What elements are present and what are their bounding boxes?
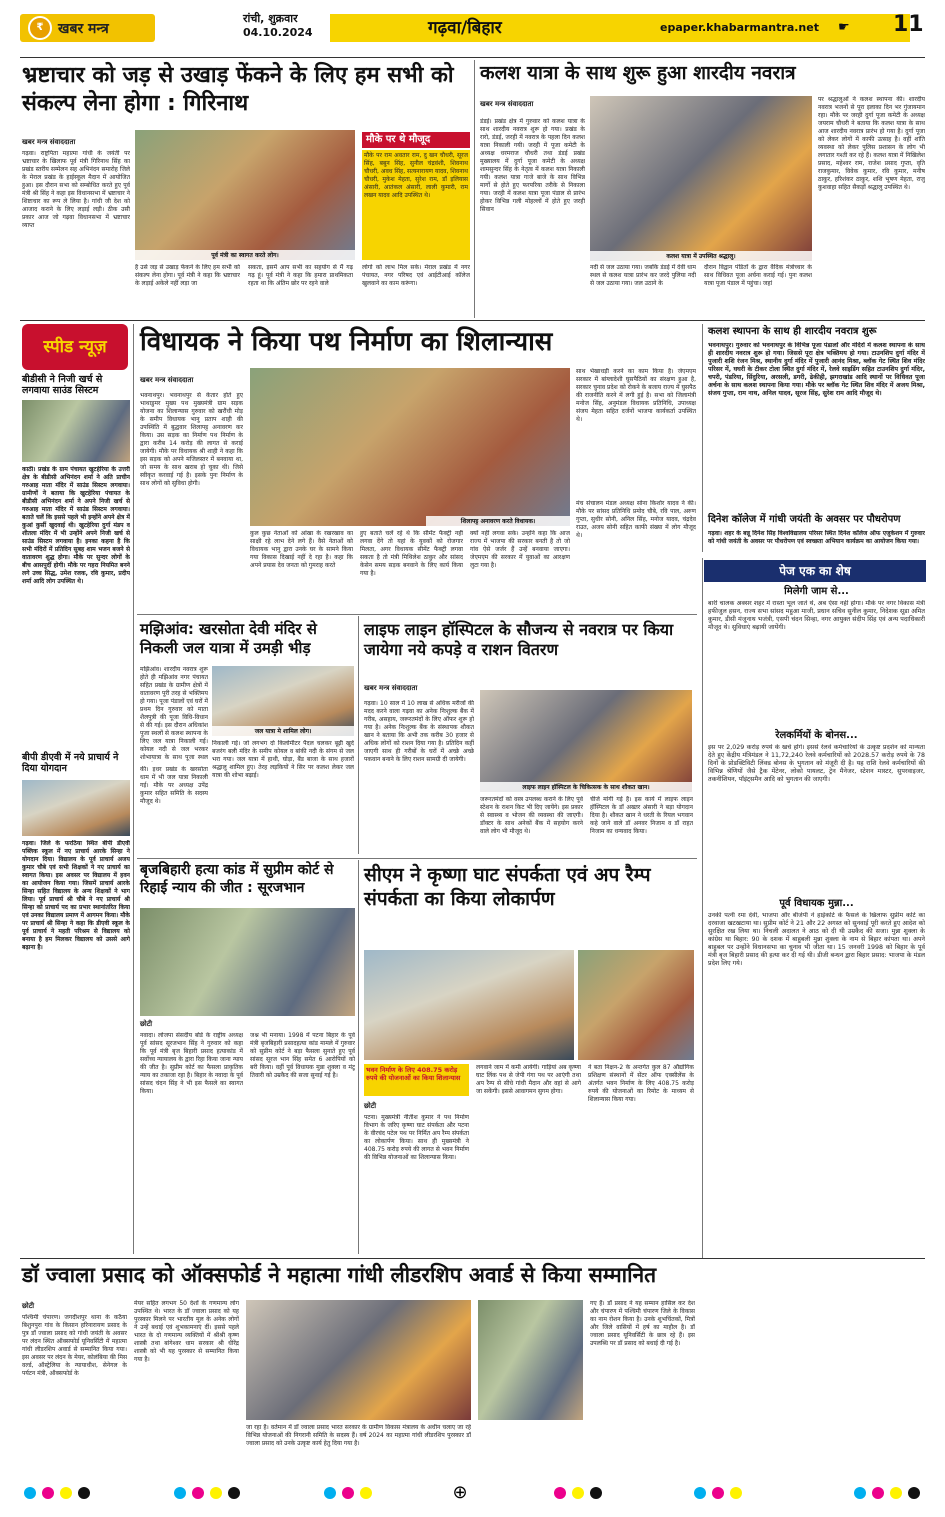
speed-news-logo: स्पीड न्यूज़ [22, 324, 128, 370]
story3-photo [250, 368, 570, 526]
divider [358, 860, 359, 1254]
present-box-title: मौके पर थे मौजूद [362, 132, 470, 148]
story4-headline: कलश स्थापना के साथ ही शारदीय नवरात्र शुरू [708, 326, 877, 337]
story7-body2: जश्न भी मनाया। 1998 में पटना बिहार के पूर्व मंत्री बृजबिहारी प्रसादहत्या कांड मामले में गुरुवार को सुप्रीम कोर्ट ने बड़ा फैसला सुनाते हुए पूर्व सांसद सूरज भान सिंह समेत 6 आरोपियों को बरी किया। वहीं पूर्व विधायक मुन्ना शुक्ला व मंटू तिवारी को उम्रकैद की सजा सुनाई गई है। [250, 1032, 355, 1079]
story6-body1: गढ़वा। 10 साल में 10 लाख से अधिक मरीजों की मदद करने वाला गढ़वा का अनेक निःशुल्क बैंक में गरीब, असहाय, जरूरतमंदों के लिए ऑफर शुरू हो गया है। अनेक निःशुल्क बैंक के संस्थापक शौकत खान ने बताया कि अभी तक करीब 30 हजार से अधिक लोगों को राशन दिया गया है। प्रतिदिन कहीं जाएगी साथ ही गरीबों के घरों में अच्छे अच्छे पकवान बनाने के लिए राशन सामग्री दी जायेगी। [364, 700, 474, 763]
divider [133, 324, 134, 1254]
story3-body4: क्यों नहीं लगवा सके। उन्होंने कहा कि आज राज्य में भाजपा की सरकार बनती है तो जो गांव ऐसे जर्जर हैं उन्हें बनवाया जाएगा। जेएमएम की सरकार में युवाओं का आरक्षण लुटा गया है। [470, 530, 570, 569]
story4b-headline: दिनेश कॉलेज में गांधी जयंती के अवसर पर पौधरोपण [708, 514, 901, 525]
cont-t2: इस पर 2,029 करोड़ रुपये के खर्च होंगे। इससे रेलवे कर्मचारियों के उत्कृष्ट प्रदर्शन को मान्यता देते हुए केंद्रीय मंत्रिमंडल ने 11,72,240 रेलवे कर्मचारियों को 2028.57 करोड़ रुपये के 78 दिनों के प्रोडक्टिविटी लिंक्ड बोनस के भुगतान को मंजूरी दी है। यह राशि रेलवे कर्मचारियों की विभिन्न श्रेणियों जैसे ट्रैक मेंटेनर, लोको पायलट, ट्रेन मैनेजर, स्टेशन मास्टर, सुपरवाइजर, तकनीशियन, पॉइंट्समैन आदि को भुगतान की जाएगी। [708, 744, 925, 783]
date: 04.10.2024 [243, 26, 313, 39]
story2-headline: कलश यात्रा के साथ शुरू हुआ शारदीय नवरात्र [480, 62, 796, 84]
story3-body6: मंच संचालन मंडल अध्यक्ष सोना किशोर यादव ने की। मौके पर सांसद प्रतिनिधि प्रमोद चौबे, रवि पाल, अरुण गुप्ता, सुधीर सोनी, अनिल सिंह, मनोज यादव, चंद्रदेव राउत, अजय सोनी सहित काफी संख्या में लोग मौजूद थे। [576, 500, 696, 539]
story1-body2: है उसे जड़ से उखाड़ फेंकने के लिए हम सभी को संकल्प लेना होगा। पूर्व मंत्री ने कहा कि भ्रष्टाचार के लड़ाई अकेले नहीं लड़ा जा [135, 264, 240, 287]
story5-photo [212, 666, 354, 736]
story8-byline: छोटी [364, 1102, 377, 1110]
story1-headline: भ्रष्टाचार को जड़ से उखाड़ फेंकने के लिए हम सभी को संकल्प लेना होगा : गिरिनाथ [22, 63, 454, 116]
color-dots-left [24, 1487, 372, 1499]
divider [702, 558, 703, 1258]
cont-t1: बारी चालक अक्सर शहर में रास्ता भूल जाते थे, अब ऐसा नहीं होगा। मौके पर नगर विकास मंत्री हफीजुल हसन, राज्य सभा सांसद महुआ माजी, प्रधान सचिव सुनील कुमार, निदेशक सूडा अमित कुमार, डीसी मंजूनाथ भजंत्री, एसपी चंदन सिन्हा, नगर आयुक्त संदीप सिंह एवं अन्य पदाधिकारी मौजूद थे। सुविधाएं बढ़ायी जायेंगी। [708, 600, 925, 631]
story8-body2: लगवाने जाम में कमी आयेगी। गाड़ियां अब कृष्णा घाट लिंक पथ से जेपी गंगा पथ पर आएंगी तथा अप रैम्प से सीधे गांधी मैदान और वहां से आगे जा सकेंगी। इससे आवागमन सुगम होगा। [476, 1064, 581, 1095]
speed-photo2 [22, 780, 130, 836]
present-box-text: मौके पर राम अवतार राम, दु खन चौधरी, सूरज सिंह, बबुन सिंह, सुनील चंद्रवंशी, शिवनाथ चौधरी, अवध सिंह, सत्यनारायण यादव, शिवनाथ चौधरी, मुकेश मेहता, सुरेश राम, डॉ इलियास अंसारी, आतंकल अंसारी, लाली कुमारी, राम लखन यादव आदि उपस्थित थे। [362, 150, 470, 260]
story2-byline: खबर मन्त्र संवाददाता [480, 100, 534, 108]
story1-body3: सकता, इसमें आप सभी का सहयोग से मैं गढ़ गढ़ हूं। पूर्व मंत्री ने कहा कि हमारा प्राथमिकता रहता था कि अंतिम छोर पर रहने वाले [248, 264, 353, 287]
story3-body2: कुल कुछ नेताओं को आंखा के रखरखाव का साक्षी रहे लाभ देने लगे हैं। वैसे नेताओं को विधायक भानु द्वारा उनके घर के सामने किया गया विकास दिखाई नहीं दे रहा है। कहा कि अपने प्रयास देव जनता को गुमराह करते [250, 530, 353, 569]
speed-t2: गढ़वा। जिले के फरठिया स्थित बीपी डीएवी पब्लिक स्कूल में नए प्राचार्य आरके सिन्हा ने योगदान दिया। विद्यालय के पूर्व प्राचार्य अजय कुमार चौबे एवं सभी शिक्षकों ने नए प्राचार्य का स्वागत किया। इस अवसर पर विद्यालय में हवन का आयोजन किया गया। जिसमें प्राचार्य आरके सिन्हा सहित विद्यालय के अन्य शिक्षकों ने भाग लिया। पूर्व प्राचार्य श्री चौबे ने नए प्राचार्य श्री सिन्हा को प्राचार्य पद का प्रभार स्थानांतरित किया एवं उनका विद्यालय प्रमाण में आगमन किया। मौके पर प्राचार्य श्री सिन्हा ने कहा कि डीएवी स्कूल के पूर्व प्राचार्य ने महती परिश्रम से विद्यालय को बनाया है हम मिलकर विद्यालय को उससे आगे बढ़ाना है। [22, 840, 130, 951]
story7-headline: बृजबिहारी हत्या कांड में सुप्रीम कोर्ट से रिहाई न्याय की जीत : सूरजभान [140, 862, 334, 896]
speed-h1: बीडीसी ने निजी खर्च से लगवाया साउंड सिस्टम [22, 374, 103, 396]
story6-photo [480, 690, 692, 792]
story5-body1: मझिआंव। शारदीय नवरात्र शुरू होते ही मझिआंव नगर पंचायत सहित प्रखंड के ग्रामीण क्षेत्रों में वातावरण पूरी तरह से भक्तिमय हो गया। पूजा पंडालों एवं घरों में प्रथम दिन गुरुवार को माता शैलपुत्री की पूजा विधि-विधान से की गई। इस दौरान अधिकांश पूजा स्थलों से कलश स्थापना के लिए जल यात्रा निकाली गई। कोयल नदी से जल भरकर शोभायात्रा के साथ पूजा स्थल [140, 666, 208, 761]
continuations-title: पेज एक का शेष [704, 560, 926, 582]
story2-photo [590, 96, 812, 261]
divider [20, 57, 925, 58]
story9-body1: पश्चिमी चंपारण। जगदीशपुर थाना के कठैया बिशुनपुरा गांव के किसान हरिनारायण प्रसाद के पुत्र डॉ ज्वाला प्रसाद को गांधी जयंती के अवसर पर लंदन स्थित ऑक्सफोर्ड यूनिवर्सिटी में महात्मा गांधी लीडरशिप अवार्ड से सम्मानित किया गया। इस अवसर पर लंदन के मेयर, कोलंबिया की मिस वर्ल्ड, ऑस्ट्रेलिया के न्यायाधीश, सेनेगल के पर्यटन मंत्री, ऑक्सफोर्ड के [22, 1314, 127, 1377]
speed-photo1 [22, 400, 130, 462]
story2-body1: डंडई। प्रखंड क्षेत्र में गुरुवार को कलश यात्रा के साथ शारदीय नवरात्र शुरू हो गया। प्रखंड के रारो, डंडई, जरही में नवरात्र के पहला दिन कलश यात्रा निकाली गयी। जरही में पूजा कमेटी के अध्यक्ष धरमराज चौधरी तथा डंडई प्रखंड मुख्यालय में दुर्गा पूजा कमेटी के अध्यक्ष शामसुन्दर सिंह के नेतृत्व में कलश यात्रा निकाली गयी। कलश यात्रा गाजे बाजे के साथ विभिन्न मार्गो से होते हुए फरपरिया तरीके से निकाला गया। जरही में कलश यात्रा पूजा पंडाल से प्रारंभ होकर विभिन्न गली मोहल्लों में होते हुए जरही सिवान [480, 118, 585, 213]
logo-text: खबर मन्त्र [58, 20, 109, 37]
divider [20, 320, 925, 321]
divider [20, 1258, 925, 1259]
divider [702, 324, 703, 552]
story5-body3: की। इधर प्रखंड के खरसोता धाम में भी जल यात्रा निकाली गई। मौके पर अध्यक्ष उपेंद्र कुमार सहित समिति के सदस्य मौजूद थे। [140, 766, 208, 805]
story3-body5: साथ भेखाधड़ी करने का काम किया है। जेएमएम सरकार में बांग्लादेशी घुसपैठियों का संरक्षण हुआ है, सरकार चुनाव प्रदेश को रोकने के बजाय राज्य में घुसपैठ की राजनीति करने में लगी हुई है। सभा को जिलामंत्री मनोज सिंह, अनुमंडल विधायक प्रतिनिधि, उपाध्यक्ष संजय मेहता सहित दर्जनों भाजपा कार्यकर्ता उपस्थित थे। [576, 368, 696, 423]
site-url[interactable]: epaper.khabarmantra.net [660, 21, 819, 34]
story6-caption: लाइफ लाइन हॉस्पिटल के चिकित्सक के साथ शौकत खान। [480, 782, 692, 792]
city-day: रांची, शुक्रवार [243, 12, 298, 25]
story9-photo [246, 1300, 471, 1420]
story3-body3: हुए बताते चलें रहे थे कि सीमेंट फैक्ट्री नहीं लगवा देंगे तो यहां के युवकों को रोजगार मिलता, अगर विधायक सीमेंट फैक्ट्री लगवा सकता है तो मंत्री मिथिलेश ठाकुर और सांसद केसेन समय सड़क बनवाने के लिए कार्य किया गया है। [360, 530, 463, 577]
story8-body1: पटना। मुख्यमंत्री नीतीश कुमार ने पथ निर्माण विभाग के जरिए कृष्णा घाट संपर्कता और पटना के वीरचंद पटेल पथ पर निर्मित अप रैम्प संपर्कता का लोकार्पण किया। साथ ही मुख्यमंत्री ने 408.75 करोड़ रुपये की लागत से भवन निर्माण की विभिन्न योजनाओं का शिलान्यास किया। [364, 1114, 469, 1161]
story9-photo2 [478, 1300, 583, 1420]
story8-callout: भवन निर्माण के लिए 408.75 करोड़ रुपये की योजनाओं का किया शिलान्यास [364, 1064, 469, 1096]
divider [137, 614, 697, 615]
speed-h2: बीपी डीएवी में नये प्राचार्य ने दिया योगदान [22, 752, 119, 774]
story9-body4: गए हैं। डॉ प्रसाद ने यह सम्मान हासिल कर देश और चंपारण में पश्चिमी चंपारण जिले के विकास का नाम रोशन किया है। उनके शुभचिंतकों, मित्रों और जिले वासियों में हर्ष का माहौल है। डॉ ज्वाला प्रसाद यूनिवर्सिटी के छात्र रहे हैं। इस उपलब्धि पर डॉ प्रसाद को बधाई दी गई है। [590, 1300, 695, 1347]
story1-body4: लोगो को लाभ मिल सके। मेराल प्रखंड में नगर पंचायत, नगर परिषद एवं आईटीआई कॉलेज खुलवाने का काम करूंगा। [362, 264, 470, 287]
story8-photo2 [578, 950, 694, 1060]
divider [137, 858, 697, 859]
story5-caption: जल यात्रा मे शामिल लोग। [212, 726, 354, 736]
story1-photo [135, 130, 355, 260]
pointer-icon: ☛ [838, 20, 850, 35]
cont-t3: उनकी पत्नी रमा देवी, भाजपा और बीजेपी ने हाईकोर्ट के फैसले के खिलाफ सुप्रीम कोर्ट का दरवाजा खटखटाया था। सुप्रीम कोर्ट ने 21 और 22 अगस्त को सुनवाई पूरी करते हुए आदेश को सुरक्षित रख लिया था। निचली अदालत ने आठ को दी थी उम्रकैद की सजा। मुन्ना शुक्ला के कांग्रेस था बिहार: 90 के दशक में बाहुबली मुन्ना शुक्ला के नाम से बिहार कांपता था। अपने बाहुबल पर उन्होंने विधानसभा का चुनाव भी जीता था। 15 जनवरी 1998 को बिहार के पूर्व मंत्री बृज बिहारी प्रसाद की हत्या कर दी गई थी। डीजी बन्धन द्वारा बिहार प्रसाद: भाजपा के मंडल प्रदेश लिए गये। [708, 912, 925, 967]
story7-byline: छोटी [140, 1020, 153, 1028]
story8-body3: ने बता निक्षन-2 के अन्तर्गत कुल 87 औद्योगिक प्रशिक्षण संस्थानों में सेंटर ऑफ एक्सीलेंस के अंतर्गत भवन निर्माण के लिए 408.75 करोड़ रुपये की योजनाओं का रिमोट के माध्यम से शिलान्यास किया गया। [588, 1064, 694, 1103]
story5-headline: मझिआंव: खरसोता देवी मंदिर से निकली जल यात्रा में उमड़ी भीड़ [140, 620, 317, 657]
divider [358, 616, 359, 854]
story1-body: गढ़वा। राष्ट्रपिता महात्मा गांधी के जयंती पर भ्रष्टाचार के खिलाफ पूर्व मंत्री गिरिनाथ सिंह का प्रखंड स्तरीय सम्मेलन सह अभिनंदन समारोह जिले के मेराल प्रखंड के हाईस्कूल मैदान में आयोजित हुआ। इस दौरान सभा को सम्बोधित करते हुए पूर्व मंत्री श्री सिंह ने कहा इस विधानसभा में भ्रष्टाचार ने शिष्टाचार का रूप ले लिया है। गांधी जी देश को आजाद कराने के लिए लड़ाई लड़ी। ठीक उसी प्रकार आज जो गढ़वा विधानसभा में भ्रष्टाचार व्याप्त [22, 150, 130, 229]
story5-body2: निकाली गई। जो लगभग दो किलोमीटर पैदल चलकर बूढ़ी खुर्द बजरंग बली मंदिर के समीप कोयल व बांकी नदी के संगम से जल भरा गया। जल यात्रा में हाथी, घोड़ा, बैंड बाजा के साथ हजारों श्रद्धालु शामिल हुए। तेरह लड़कियों ने सिर पर कलश लेकर जल यात्रा की शोभा बढ़ाई। [212, 740, 354, 779]
story3-body1: भवनाथपुर। भवनाथपुर से केतार होते हुए भाथाडुमर मुख्य पथ मुख्यमंत्री ग्राम सड़क योजना का शिलान्यास गुरुवार को खरौंधी मोड़ के समीप विधायक भानु प्रताप शाही की उपस्थिति में बुद्धवार शिलापट्ट अनावरण कर किया। उस सड़क का निर्माण पथ निर्माण के द्वारा करीब 14 करोड़ की लागत से कराई जायेगी। मौके पर विधायक श्री शाही ने कहा कि इस सड़क को अपने मजिलस्तर में बनवाया था, जो समय के साथ खराब हो चुका थी। जिसे स्वीकृत करवाई गई है। इसके पुनः निर्माण के साथ लोगों को सुविधा होगी। [140, 392, 243, 487]
divider [474, 60, 475, 318]
registration-mark-icon: ⊕ [452, 1482, 468, 1503]
story8-photo1 [364, 950, 574, 1060]
cont-h2: रेलकर्मियों के बोनस... [775, 730, 858, 741]
cont-h3: पूर्व विधायक मुन्ना... [779, 898, 854, 909]
story6-byline: खबर मन्त्र संवाददाता [364, 684, 418, 692]
story2-body4: पर श्रद्धालुओं ने कलश स्थापना की। शारदीय नवरात्र भजनों से पूरा इलाका दिन भर गुंजायमान रहा। मौके पर जरही दुर्गा पूजा कमेटी के अध्यक्ष जयराम चौधरी ने बताया कि कलश यात्रा के साथ आज शारदीय नवरात्र प्रारंभ हो गया है। दुर्गा पूजा को लेकर लोगों में काफी उत्साह है। वहीं शांति व्यवस्था को लेकर पुलिस प्रशासन के लोग भी लगातार गश्ती कर रहे हैं। कलश यात्रा में निखिलेश प्रसाद, महेश्वर राम, राजेश प्रसाद गुप्ता, वृति राजकुमार, विवेक कुमार, रवि कुमार, मनीष ठाकुर, हरिशंकर ठाकुर, शशि भूषण मेहता, राजु कुशवाहा सहित सैकड़ों श्रद्धालु उपस्थित थे। [818, 96, 925, 191]
story6-headline: लाइफ लाइन हॉस्पिटल के सौजन्य से नवरात्र पर किया जायेगा नये कपड़े व राशन वितरण [364, 620, 674, 659]
registration-strip [0, 1478, 945, 1508]
color-dots-right [554, 1487, 920, 1499]
cont-h1: मिलेगी जाम से... [784, 586, 849, 597]
story2-body3: दौरान विद्वान पंडितों के द्वारा वैदिक मंत्रोच्चार के साथ विधिवत पूजा अर्चना कराई गई। पुनः कलश यात्रा पूजा पंडाल में पहुंचा। जहां [704, 264, 812, 287]
speed-t1: काठी। प्रखंड के ग्राम पंचायत खुटहेरिया के उत्तरी क्षेत्र के बीडीसी अभिनंदन शर्मा ने अति प्राचीन गरुआह माता मंदिर में साउंड सिस्टम लगवाया। ग्रामीणों ने बताया कि खुटहेरिया पंचायत के बीडीसी अभिनंदन शर्मा ने अपने निजी खर्च से गरुआह माता मंदिर में साउंड सिस्टम लगवाया। बताते चलें कि इससे पहले भी इन्होंने अपने क्षेत्र में कुआं कुर्सी खुदवाई थी। खुटहेरिया दुर्गा मंडप व शीतला मंदिर में भी उन्होंने अपने निजी खर्च से साउंड सिस्टम लगवाया है। इनका कहना है कि सभी मंदिरों में प्रतिदिन सुबह शाम भजन बजने से वातावरण शुद्ध होगा। मौके पर सुन्दर लोगों के बीच आसपुर्दी होगी। मौके पर गहरा नियमित बनने लगे उच्च सिद्ध, उमेश रजक, रवि कुमार, प्रदीप शर्मा आदि लोग उपस्थित थे। [22, 466, 130, 585]
dateline [243, 12, 313, 40]
story3-headline: विधायक ने किया पथ निर्माण का शिलान्यास [140, 327, 553, 357]
story4b-body: गढ़वा। शहर के बन्नू दिनेश सिंह विश्वविद्यालय परिसर स्थित दिनेश कॉलेज ऑफ एजुकेशन में गुरुवार को गांधी जयंती के अवसर पर पौधरोपण एवं स्वच्छता अभियान कार्यक्रम का आयोजन किया गया। [708, 530, 925, 545]
story3-caption: शिलापट्ट अनावरण करते विधायक। [426, 516, 570, 526]
story6-body2: जरूरतमंदों को वस्त्र उपलब्ध कराने के लिए पूर्व स्टेशन के राशन किट भी दिए जायेंगे। इस प्रकार से स्वास्थ्य व भोजन की व्यवस्था की जाएगी। डॉक्टर के साथ अनेकों बैंक में सहयोग करने वाले लोग भी मौजूद थे। [480, 796, 583, 835]
story1-byline: खबर मन्त्र संवाददाता [22, 138, 76, 146]
logo-icon: ₹ [28, 16, 52, 40]
story2-body2: नदी से जल उठाया गया। जबकि डंडई में देवी धाम स्थल से कलश यात्रा प्रारंभ कर जरदे पुलिया नदी से जल उठाया गया। जल उठाने के [590, 264, 696, 287]
section-title: गढ़वा/बिहार [428, 18, 502, 38]
story9-byline: छोटी [22, 1302, 35, 1310]
story6-body3: चीजे मांगी गई है। इस कार्य में लाइफ लाइन हॉस्पिटल के डॉ अख्तर अंसारी ने बड़ा योगदान दिया है। शौकत खान ने धरती के रियल भगवान कहे जाने वाले डॉ अनवर निजाम व डॉ राहत निजाम का धन्यवाद किया। [590, 796, 693, 835]
story8-headline: सीएम ने कृष्णा घाट संपर्कता एवं अप रैम्प संपर्कता का किया लोकार्पण [364, 864, 651, 910]
story7-body1: नवादा। लोजपा संसदीय बोर्ड के राष्ट्रीय अध्यक्ष पूर्व सांसद सूरजभान सिंह ने गुरुवार को कहा कि पूर्व मंत्री बृज बिहारी प्रसाद हत्याकांड में सर्वोच्च न्यायालय के द्वारा रिहा किया जाना न्याय की जीत है। सुप्रीम कोर्ट का फैसला प्राकृतिक न्याय का तकाजा रहा है। बिहार के नवादा के पूर्व सांसद चंदन सिंह ने भी इस फैसले का स्वागत किया। [140, 1032, 243, 1095]
story2-caption: कलश यात्रा में उपस्थित श्रद्धालु। [590, 251, 812, 261]
story9-body2: मेयर सहित लगभग 50 देशों के गणमान्य लोग उपस्थित थे। भारत के डॉ ज्वाला प्रसाद को यह पुरस्कार मिलने पर भारतीय मूल के अनेक लोगों ने उन्हें बधाई एवं शुभकामनाएं दीं। इससे पहले भारत के दो गणमान्य व्यक्तियों में श्रीश्री कृष्ण शास्त्री तथा बांगेश्वर धाम सरकार श्री धीरेंद्र शास्त्री को भी यह पुरस्कार से सम्मानित किया गया है। [134, 1300, 239, 1363]
story9-body3: जा रहा है। वर्तमान में डॉ ज्वाला प्रसाद भारत सरकार के ग्रामीण विकास मंत्रालय के अधीन चलाए जा रहे विभिन्न योजनाओं की निगरानी समिति के सदस्य हैं। वर्ष 2024 का महात्मा गांधी लीडरशिप पुरस्कार डॉ ज्वाला प्रसाद को उनके उत्कृष्ट कार्य हेतु दिया गया है। [246, 1424, 471, 1447]
story3-byline: खबर मन्त्र संवाददाता [140, 376, 194, 384]
story1-caption: पूर्व मंत्री का स्वागत करते लोग। [135, 250, 355, 260]
logo [20, 14, 155, 42]
page-number: 11 [893, 12, 924, 37]
masthead-strip [330, 14, 910, 42]
story7-photo [140, 908, 355, 1016]
story9-headline: डॉ ज्वाला प्रसाद को ऑक्सफोर्ड ने महात्मा गांधी लीडरशिप अवार्ड से किया सम्मानित [22, 1263, 657, 1287]
story4-body: भवनाथपुर। गुरुवार को भवनाथपुर के विभिन्न पूजा पंडालों और मंदिरों में कलश स्थापना के साथ ही शारदीय नवरात्र शुरू हो गया। जिससे पूरा क्षेत्र भक्तिमय हो गया। टाउनशिप दुर्गा मंदिर में पुजारी शशि रंजन मिश्र, स्थानीय दुर्गा मंदिर में पुजारी आनंद मिश्रा, ब्लॉक गेट स्थित शिव मंदिर परिसर में, घघरी के टीकर टोला स्थित दुर्गा मंदिर में, रेलवे साइडिंग सहित टाउनशिप दुर्गा मंदिर, चपरी, पंडरिया, सिंदुरिया, अरसली, डगरी, ढेकीही, झगराखांड आदि स्थानों पर विधिवत पूजा अर्चना के साथ कलश स्थापना किया गया। मौके पर ब्लॉक गेट स्थित शिव मंदिर में अजय मिश्रा, संजय गुप्ता, राम नाथ, अनिल यादव, सूरज सिंह, सुरेश राम आदि मौजूद थे। [708, 342, 925, 397]
